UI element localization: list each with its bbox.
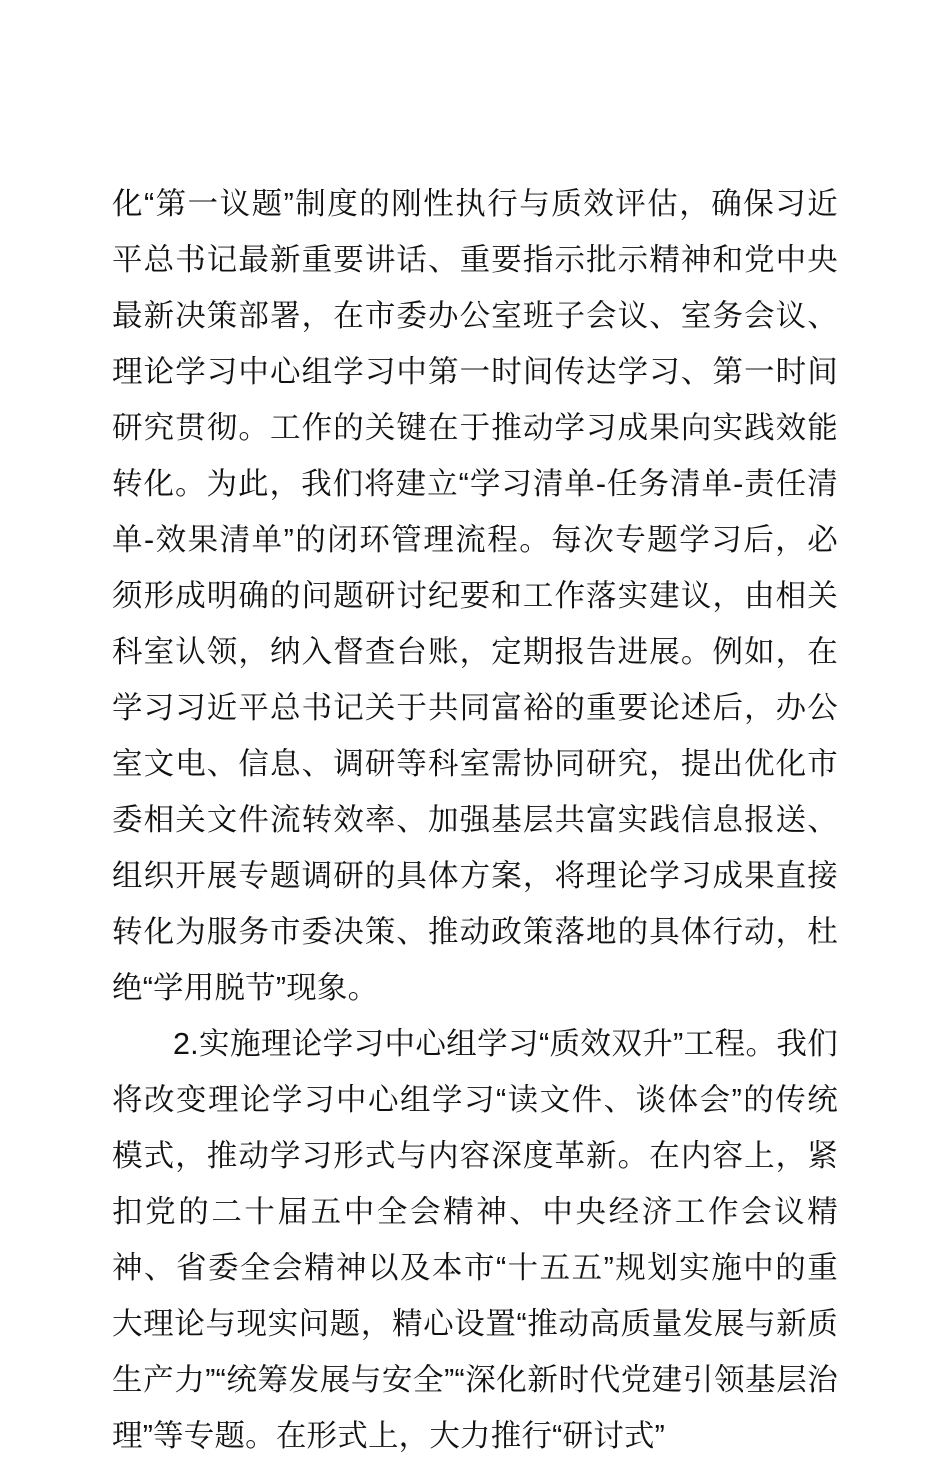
document-body: [112, 176, 838, 1464]
paragraph-1: 化“第一议题”制度的刚性执行与质效评估，确保习近平总书记最新重要讲话、重要指示批示精神和党中央最新决策部署，在市委办公室班子会议、室务会议、理论学习中心组学习中第一时间传达学习、第一时间研究贯彻。工作的关键在于推动学习成果向实践效能转化。为此，我们将建立“学习清单-任务清单-责任清单-效果清单”的闭环管理流程。每次专题学习后，必须形成明确的问题研讨纪要和工作落实建议，由相关科室认领，纳入督查台账，定期报告进展。例如，在学习习近平总书记关于共同富裕的重要论述后，办公室文电、信息、调研等科室需协同研究，提出优化市委相关文件流转效率、加强基层共富实践信息报送、组织开展专题调研的具体方案，将理论学习成果直接转化为服务市委决策、推动政策落地的具体行动，杜绝“学用脱节”现象。: [112, 187, 838, 1005]
paragraph-2: 2.实施理论学习中心组学习“质效双升”工程。我们将改变理论学习中心组学习“读文件、谈体会”的传统模式，推动学习形式与内容深度革新。在内容上，紧扣党的二十届五中全会精神、中央经济工作会议精神、省委全会精神以及本市“十五五”规划实施中的重大理论与现实问题，精心设置“推动高质量发展与新质生产力”“统筹发展与安全”“深化新时代党建引领基层治理”等专题。在形式上，大力推行“研讨式”: [112, 1027, 838, 1453]
